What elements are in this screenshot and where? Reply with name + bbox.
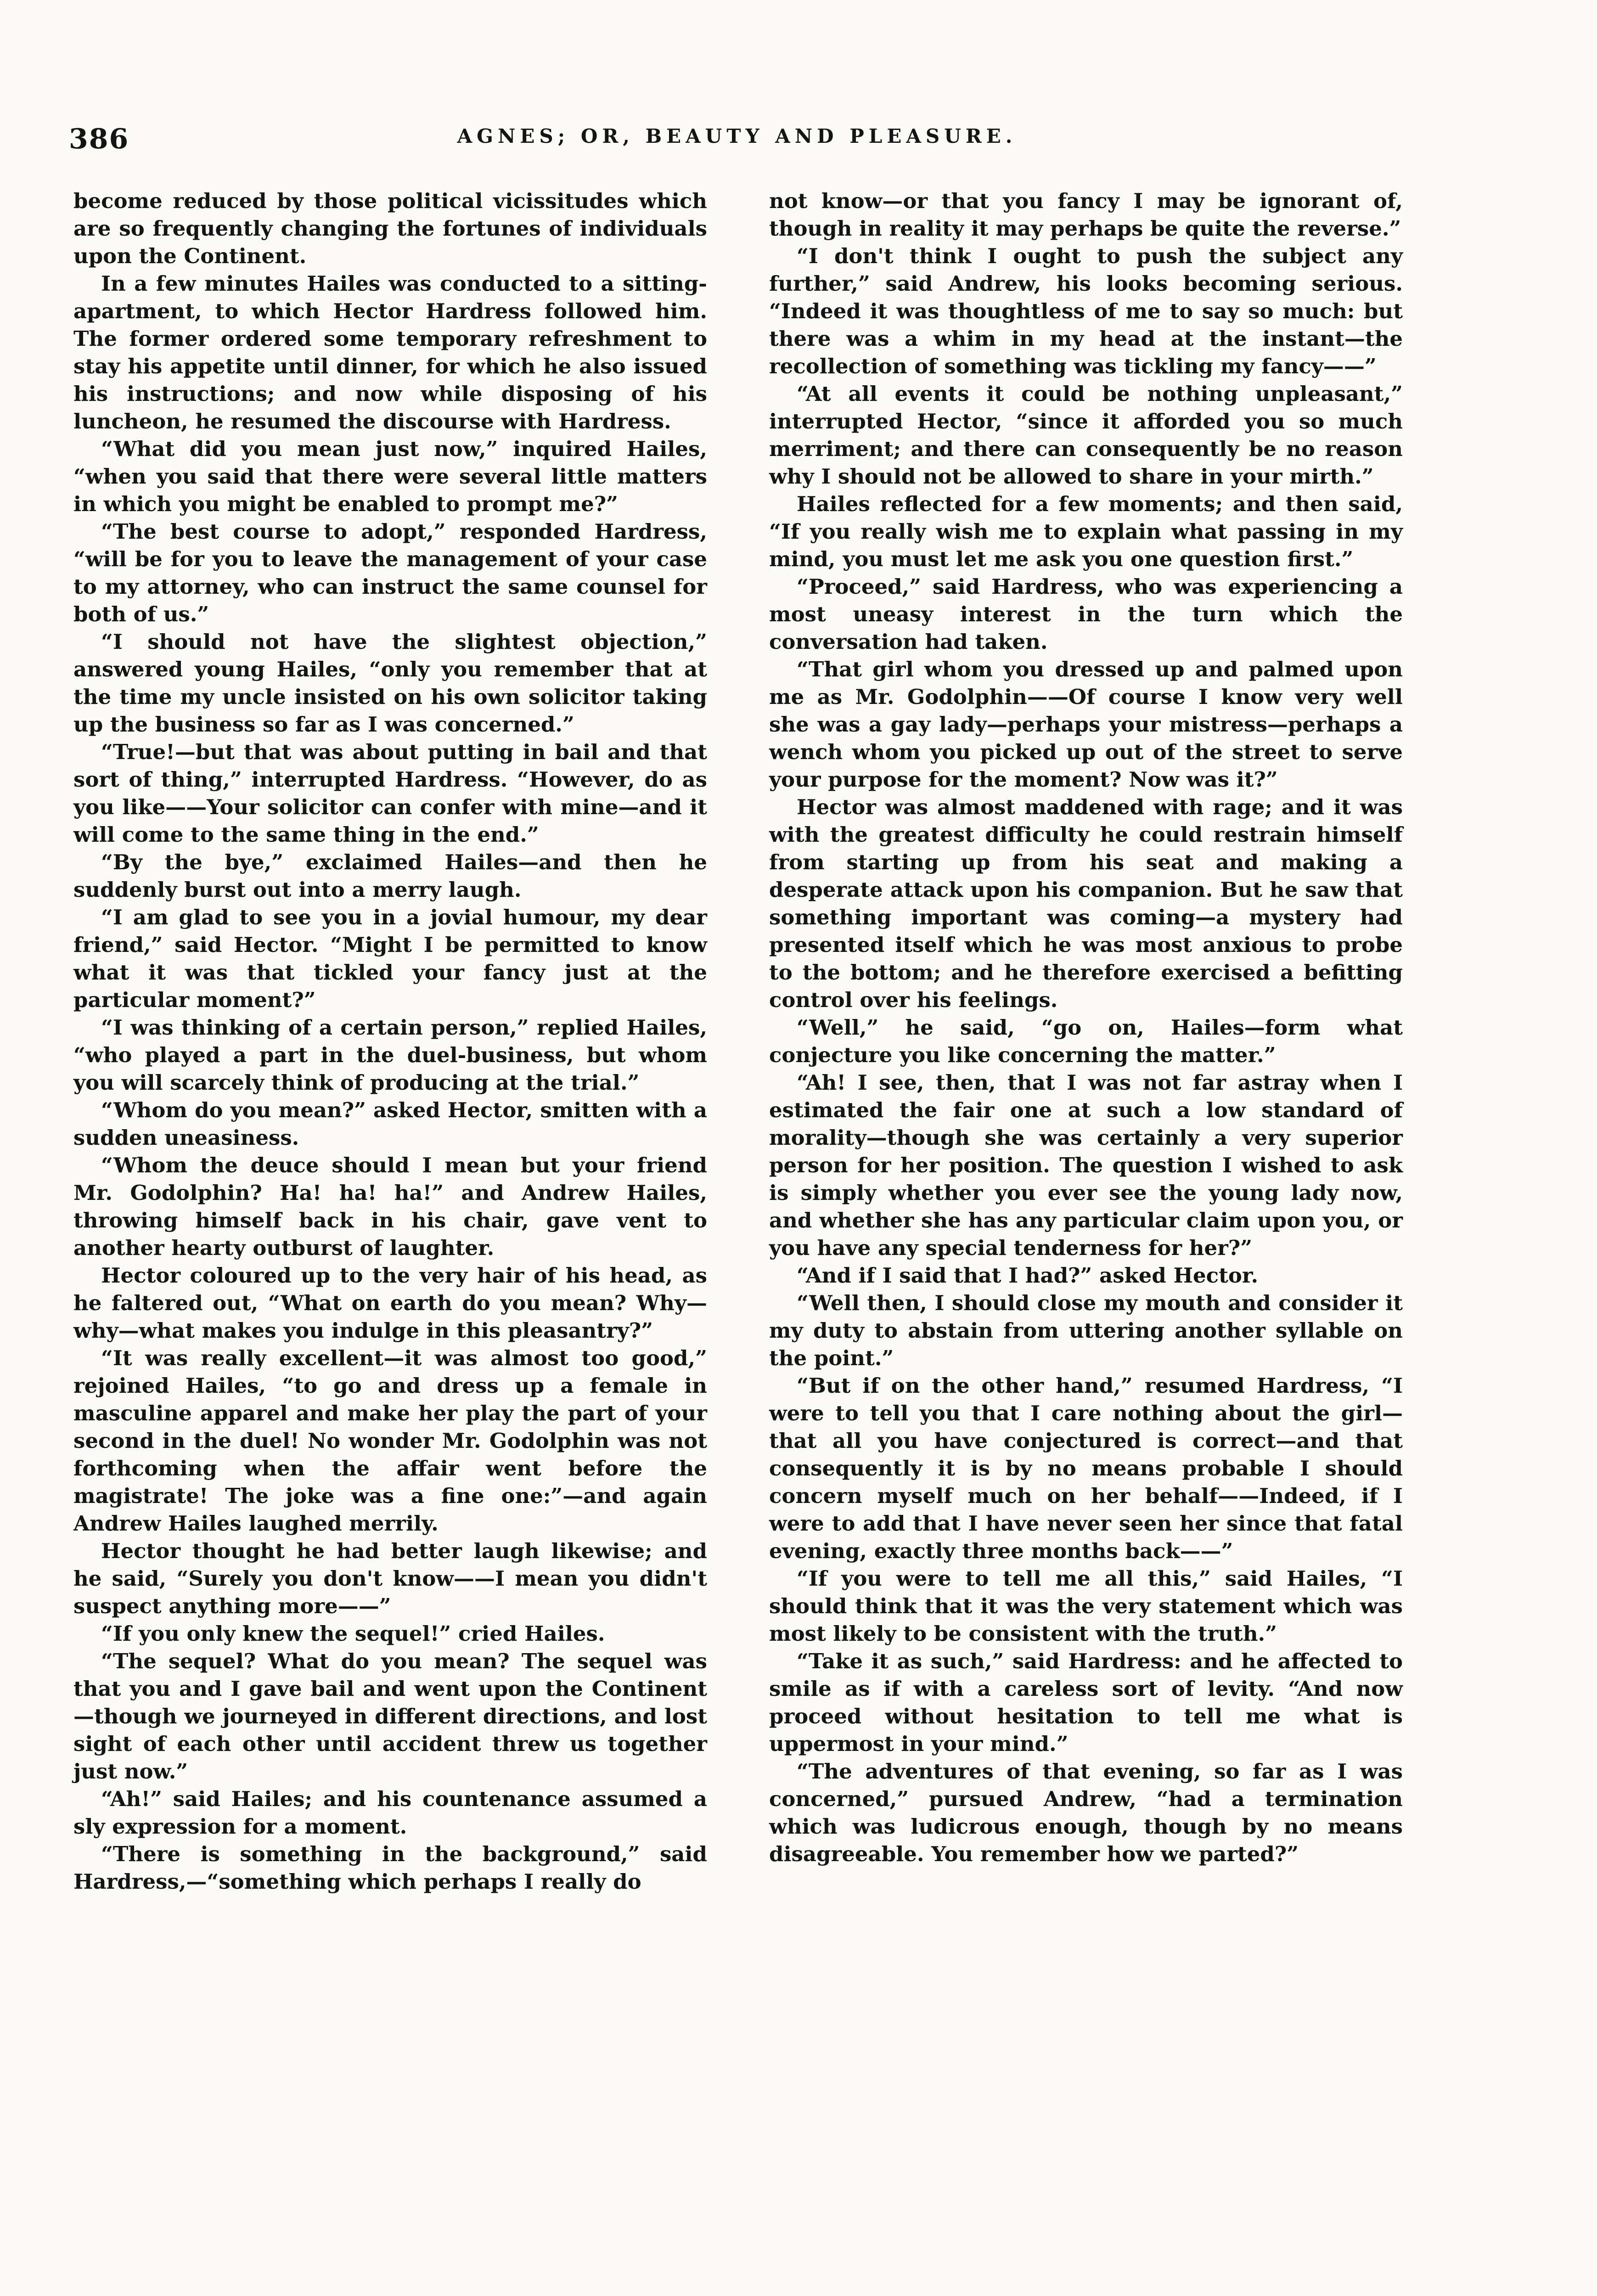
paragraph: “I am glad to see you in a jovial humour, my dear friend,” said Hector. “Might I be permitted to know what it was that tickled your fancy just at the particular moment?” xyxy=(73,905,707,1012)
left-column xyxy=(73,187,707,1896)
paragraph: “The adventures of that evening, so far as I was concerned,” pursued Andrew, “had a termination which was ludicrous enough, though by no means disagreeable. You remember how we parted?” xyxy=(769,1759,1403,1866)
page-header xyxy=(69,123,1405,160)
page-number: 386 xyxy=(69,123,129,155)
paragraph: “By the bye,” exclaimed Hailes—and then he suddenly burst out into a merry laugh. xyxy=(73,850,707,902)
paragraph: “If you only knew the sequel!” cried Hailes. xyxy=(101,1621,605,1646)
paragraph: “Well then, I should close my mouth and consider it my duty to abstain from uttering another syllable on the point.” xyxy=(769,1291,1403,1370)
paragraph: “It was really excellent—it was almost too good,” rejoined Hailes, “to go and dress up a female in masculine apparel and make her play the part of your second in the duel! No wonder Mr. Godolphin was not forthcoming when the affair went before the magistrate! The joke was a fine one:”—and again Andrew Hailes laughed merrily. xyxy=(73,1346,707,1536)
paragraph: “What did you mean just now,” inquired Hailes, “when you said that there were several little matters in which you might be enabled to prompt me?” xyxy=(73,437,707,516)
paragraph: In a few minutes Hailes was conducted to a sitting-apartment, to which Hector Hardress followed him. The former ordered some temporary refreshment to stay his appetite until dinner, for which he also issued his instructions; and now while disposing of his luncheon, he resumed the discourse with Hardress. xyxy=(73,271,707,433)
paragraph: “Ah!” said Hailes; and his countenance assumed a sly expression for a moment. xyxy=(73,1787,707,1839)
paragraph: “I should not have the slightest objection,” answered young Hailes, “only you remember that at the time my uncle insisted on his own solicitor taking up the business so far as I was concerned.” xyxy=(73,630,707,737)
paragraph: “I was thinking of a certain person,” replied Hailes, “who played a part in the duel-business, but whom you will scarcely think of producing at the trial.” xyxy=(73,1015,707,1095)
paragraph: Hector coloured up to the very hair of his head, as he faltered out, “What on earth do you mean? Why—why—what makes you indulge in this pleasantry?” xyxy=(73,1263,707,1343)
paragraph: become reduced by those political vicissitudes which are so frequently changing the fortunes of individuals upon the Continent. xyxy=(73,189,707,268)
paragraph: “The sequel? What do you mean? The sequel was that you and I gave bail and went upon the Continent—though we journeyed in different directions, and lost sight of each other until accident threw us together just now.” xyxy=(73,1649,707,1784)
paragraph: “If you were to tell me all this,” said Hailes, “I should think that it was the very statement which was most likely to be consistent with the truth.” xyxy=(769,1566,1403,1646)
paragraph: “There is something in the background,” said Hardress,—“something which perhaps I really do xyxy=(73,1842,707,1894)
paragraph: not know—or that you fancy I may be ignorant of, though in reality it may perhaps be quite the reverse.” xyxy=(769,189,1403,241)
paragraph: “I don't think I ought to push the subject any further,” said Andrew, his looks becoming serious. “Indeed it was thoughtless of me to say so much: but there was a whim in my head at the instant—the recollection of something was tickling my fancy——” xyxy=(769,244,1403,378)
paragraph: Hector was almost maddened with rage; and it was with the greatest difficulty he could restrain himself from starting up from his seat and making a desperate attack upon his companion. But he saw that something important was coming—a mystery had presented itself which he was most anxious to probe to the bottom; and he therefore exercised a befitting control over his feelings. xyxy=(769,795,1403,1012)
paragraph: “At all events it could be nothing unpleasant,” interrupted Hector, “since it afforded you so much merriment; and there can consequently be no reason why I should not be allowed to share in your mirth.” xyxy=(769,382,1403,489)
running-title: AGNES; OR, BEAUTY AND PLEASURE. xyxy=(457,125,1017,147)
paragraph: “And if I said that I had?” asked Hector. xyxy=(797,1263,1259,1288)
paragraph: Hailes reflected for a few moments; and then said, “If you really wish me to explain what passing in my mind, you must let me ask you one question first.” xyxy=(769,492,1403,571)
paragraph: “That girl whom you dressed up and palmed upon me as Mr. Godolphin——Of course I know very well she was a gay lady—perhaps your mistress—perhaps a wench whom you picked up out of the street to serve your purpose for the moment? Now was it?” xyxy=(769,657,1403,792)
paragraph: “Whom do you mean?” asked Hector, smitten with a sudden uneasiness. xyxy=(73,1098,707,1150)
paragraph: “Take it as such,” said Hardress: and he affected to smile as if with a careless sort of levity. “And now proceed without hesitation to tell me what is uppermost in your mind.” xyxy=(769,1649,1403,1756)
paragraph: Hector thought he had better laugh likewise; and he said, “Surely you don't know——I mean you didn't suspect anything more——” xyxy=(73,1539,707,1618)
right-column xyxy=(769,187,1403,1868)
paragraph: “Well,” he said, “go on, Hailes—form what conjecture you like concerning the matter.” xyxy=(769,1015,1403,1067)
paragraph: “But if on the other hand,” resumed Hardress, “I were to tell you that I care nothing about the girl—that all you have conjectured is correct—and that consequently it is by no means probable I should concern myself much on her behalf——Indeed, if I were to add that I have never seen her since that fatal evening, exactly three months back——” xyxy=(769,1373,1403,1563)
paragraph: “Proceed,” said Hardress, who was experiencing a most uneasy interest in the turn which the conversation had taken. xyxy=(769,574,1403,654)
paragraph: “Whom the deuce should I mean but your friend Mr. Godolphin? Ha! ha! ha!” and Andrew Hailes, throwing himself back in his chair, gave vent to another hearty outburst of laughter. xyxy=(73,1153,707,1260)
paragraph: “Ah! I see, then, that I was not far astray when I estimated the fair one at such a low standard of morality—though she was certainly a very superior person for her position. The question I wished to ask is simply whether you ever see the young lady now, and whether she has any particular claim upon you, or you have any special tenderness for her?” xyxy=(769,1070,1403,1260)
paragraph: “The best course to adopt,” responded Hardress, “will be for you to leave the management of your case to my attorney, who can instruct the same counsel for both of us.” xyxy=(73,519,707,626)
paragraph: “True!—but that was about putting in bail and that sort of thing,” interrupted Hardress. “However, do as you like——Your solicitor can confer with mine—and it will come to the same thing in the end.” xyxy=(73,740,707,847)
